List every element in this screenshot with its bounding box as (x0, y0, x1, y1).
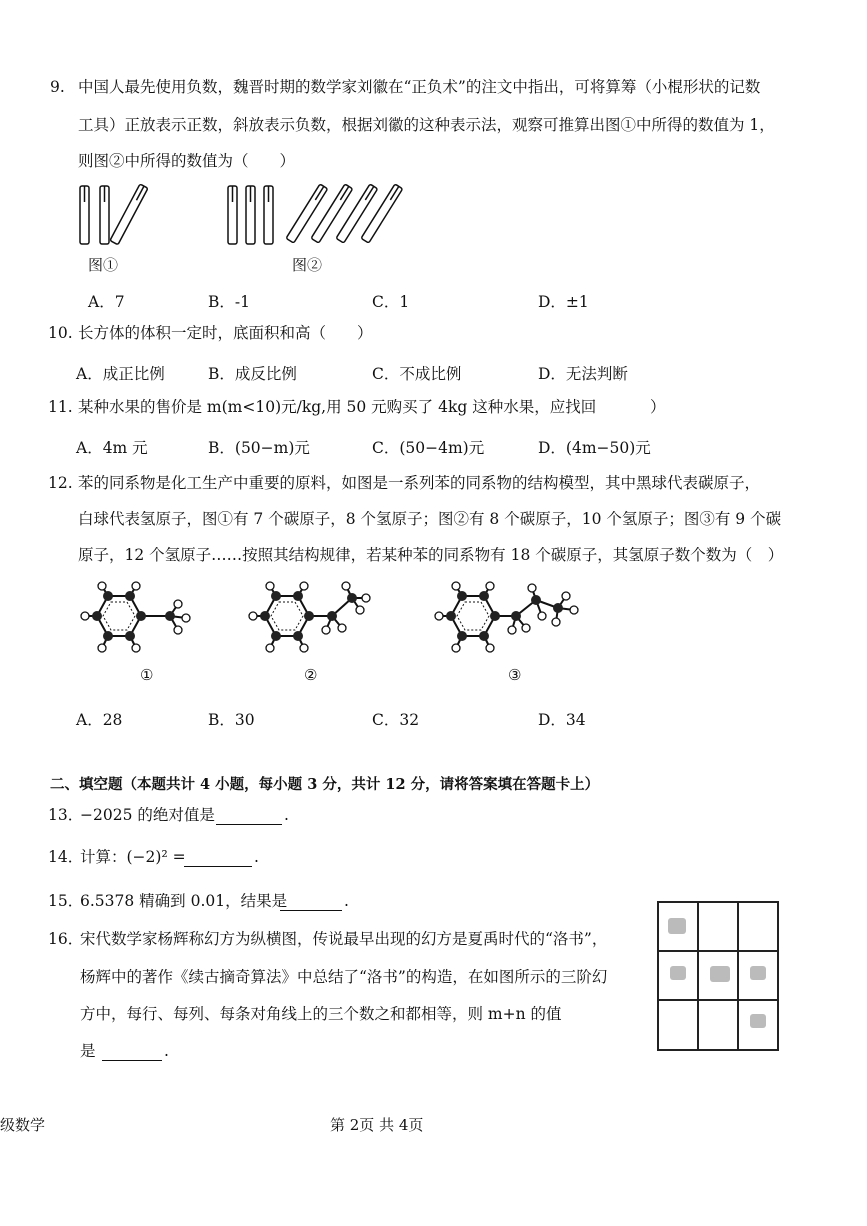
q13-number: 13． (48, 806, 84, 824)
footer-page-number: 第 2页 共 4页 (330, 1116, 424, 1134)
q13-text: −2025 的绝对值是 (80, 806, 215, 824)
q12-figure-label-3: ③ (508, 666, 522, 684)
q11-option-d[interactable]: D．(4m−50)元 (538, 439, 651, 457)
q12-option-b[interactable]: B．30 (208, 711, 255, 729)
q9-figure-2-caption: 图② (292, 256, 323, 274)
q16-magic-square-figure (656, 900, 780, 1052)
q12-option-d[interactable]: D．34 (538, 711, 586, 729)
q9-figure-1-rods (70, 180, 180, 250)
q14-text: 计算：(−2)² = (80, 848, 186, 866)
q16-answer-blank[interactable] (102, 1044, 162, 1061)
q12-figure-label-1: ① (140, 666, 154, 684)
q9-text-line2: 工具）正放表示正数，斜放表示负数，根据刘徽的这种表示法，观察可推算出图①中所得的数值为 1， (78, 116, 775, 134)
q10-option-a[interactable]: A．成正比例 (76, 365, 165, 383)
q9-option-d[interactable]: D．±1 (538, 293, 589, 311)
section-2-heading: 二、填空题（本题共计 4 小题，每小题 3 分，共计 12 分，请将答案填在答题卡上） (50, 776, 600, 793)
q16-text-line1: 宋代数学家杨辉称幻方为纵横图，传说最早出现的幻方是夏禹时代的“洛书”， (80, 930, 608, 948)
q15-text: 6.5378 精确到 0.01，结果是 (80, 892, 288, 910)
q9-option-a[interactable]: A．7 (88, 293, 125, 311)
q9-figure-1-caption: 图① (88, 256, 119, 274)
q12-molecule-3 (432, 582, 592, 658)
q16-text-line3: 方中，每行、每列、每条对角线上的三个数之和都相等，则 m+n 的值 (80, 1005, 562, 1023)
q11-close-paren: ） (650, 398, 666, 416)
q16-text-line4: 是 (80, 1042, 96, 1060)
q12-number: 12. (48, 474, 73, 492)
q11-option-a[interactable]: A．4m 元 (76, 439, 148, 457)
q12-molecule-1 (78, 582, 198, 658)
q11-number: 11. (48, 398, 73, 416)
q13-period: . (284, 806, 289, 824)
q12-option-a[interactable]: A．28 (76, 711, 123, 729)
q16-number: 16． (48, 930, 84, 948)
q13-answer-blank[interactable] (216, 808, 282, 825)
q12-molecule-2 (246, 582, 386, 658)
q11-option-b[interactable]: B．(50−m)元 (208, 439, 310, 457)
q12-figure-label-2: ② (304, 666, 318, 684)
q16-period: . (164, 1042, 169, 1060)
q15-number: 15． (48, 892, 84, 910)
q12-text-line2: 白球代表氢原子，图①有 7 个碳原子，8 个氢原子；图②有 8 个碳原子，10 个氢原子；图③有 9 个碳 (78, 510, 782, 528)
q10-option-d[interactable]: D．无法判断 (538, 365, 628, 383)
q11-text: 某种水果的售价是 m(m<10)元/kg,用 50 元购买了 4kg 这种水果，应找回 (78, 398, 597, 416)
q9-option-b[interactable]: B．-1 (208, 293, 250, 311)
q9-text-line1: 中国人最先使用负数，魏晋时期的数学家刘徽在“正负术”的注文中指出，可将算筹（小棍形状的记数 (78, 78, 761, 96)
q12-text-line1: 苯的同系物是化工生产中重要的原料，如图是一系列苯的同系物的结构模型，其中黑球代表碳原子， (78, 474, 761, 492)
q10-number: 10. (48, 324, 73, 342)
q14-answer-blank[interactable] (184, 850, 252, 867)
q9-figure-2-rods (220, 180, 420, 250)
q12-text-line3: 原子，12 个氢原子……按照其结构规律，若某种苯的同系物有 18 个碳原子，其氢原子数个数为（ ） (78, 546, 784, 564)
q11-option-c[interactable]: C．(50−4m)元 (372, 439, 485, 457)
q9-number: 9. (50, 78, 65, 96)
q14-period: . (254, 848, 259, 866)
q15-answer-blank[interactable] (280, 894, 342, 911)
q10-option-b[interactable]: B．成反比例 (208, 365, 297, 383)
footer-subject: 级数学 (0, 1116, 46, 1134)
q10-option-c[interactable]: C．不成比例 (372, 365, 462, 383)
q16-text-line2: 杨辉中的著作《续古摘奇算法》中总结了“洛书”的构造，在如图所示的三阶幻 (80, 968, 608, 986)
q12-option-c[interactable]: C．32 (372, 711, 420, 729)
q9-option-c[interactable]: C．1 (372, 293, 410, 311)
q9-text-line3: 则图②中所得的数值为（ ） (78, 152, 296, 170)
q10-text: 长方体的体积一定时，底面积和高（ ） (78, 324, 373, 342)
q14-number: 14． (48, 848, 84, 866)
q15-period: . (344, 892, 349, 910)
